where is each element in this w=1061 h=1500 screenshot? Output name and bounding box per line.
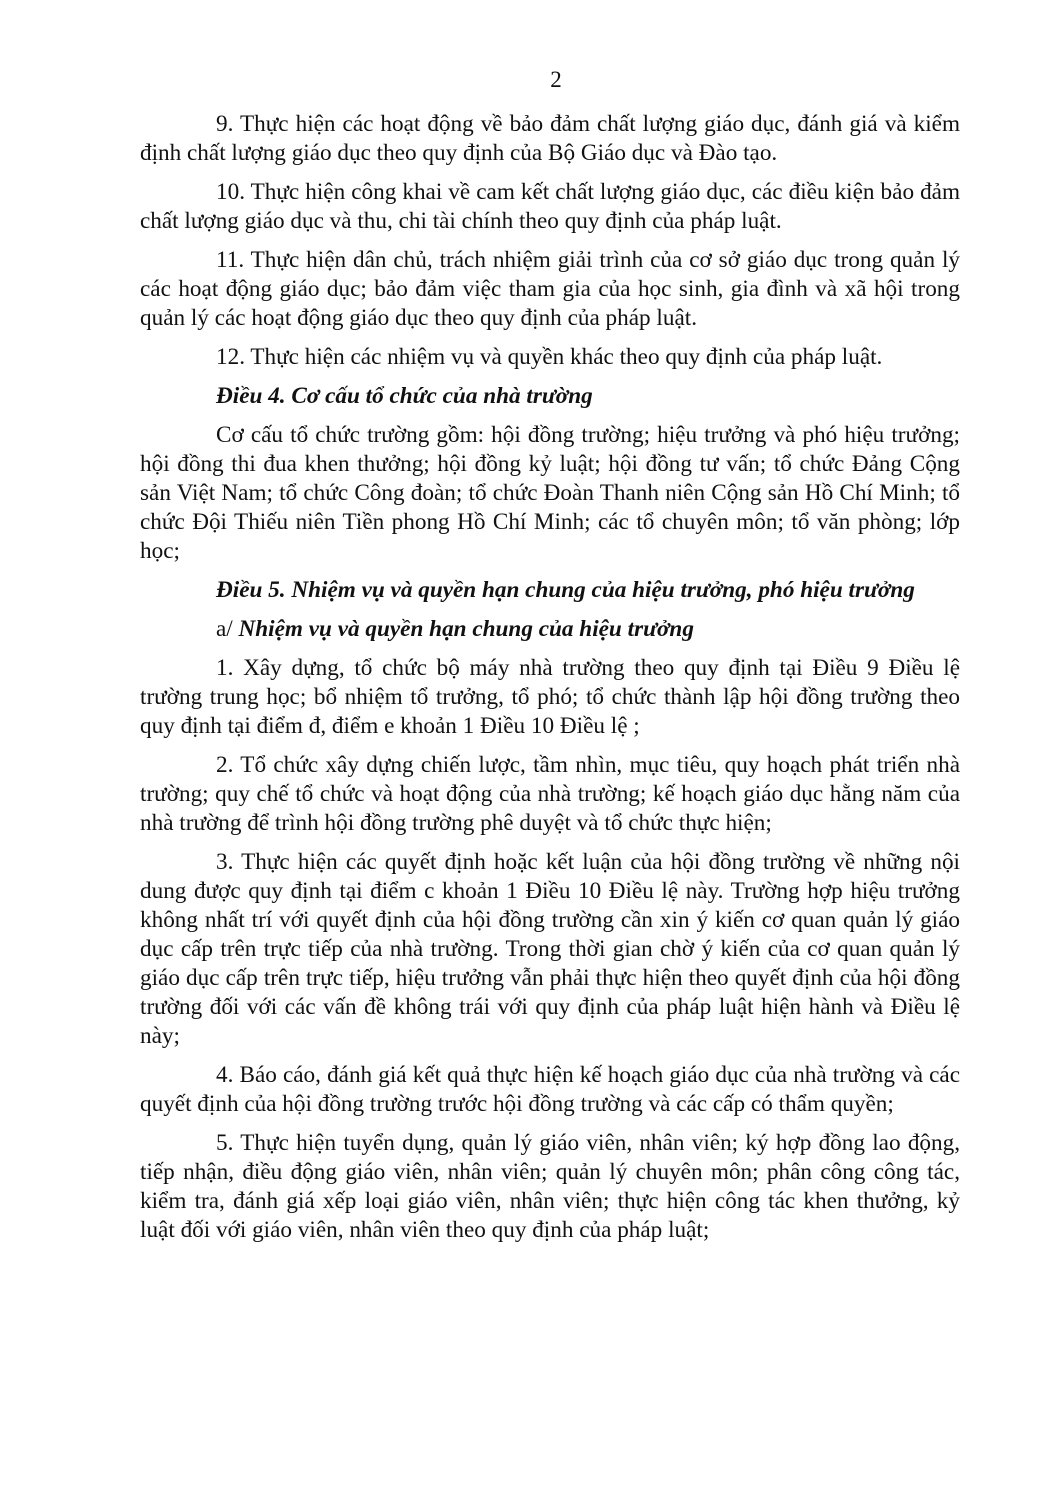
article-5-item-4: 4. Báo cáo, đánh giá kết quả thực hiện kế hoạch giáo dục của nhà trường và các quyết định của hội đồng trường trước hội đồng trường và các cấp có thẩm quyền; <box>140 1062 960 1117</box>
article-4-heading: Điều 4. Cơ cấu tổ chức của nhà trường <box>216 383 593 409</box>
paragraph-item-9: 9. Thực hiện các hoạt động về bảo đảm chất lượng giáo dục, đánh giá và kiểm định chất lượng giáo dục theo quy định của Bộ Giáo dục và Đào tạo. <box>140 111 960 166</box>
article-5-heading: Điều 5. Nhiệm vụ và quyền hạn chung của hiệu trưởng, phó hiệu trưởng <box>216 577 915 603</box>
article-5-item-3: 3. Thực hiện các quyết định hoặc kết luận của hội đồng trường về những nội dung được quy định tại điểm c khoản 1 Điều 10 Điều lệ này. Trường hợp hiệu trưởng không nhất trí với quyết định của hội đồng trường cần xin ý kiến cơ quan quản lý giáo dục cấp trên trực tiếp của nhà trường. Trong thời gian chờ ý kiến của cơ quan quản lý giáo dục cấp trên trực tiếp, hiệu trưởng vẫn phải thực hiện theo quyết định của hội đồng trường đối với các vấn đề không trái với quy định của pháp luật hiện hành và Điều lệ này; <box>140 849 960 1049</box>
subheading-text: Nhiệm vụ và quyền hạn chung của hiệu trưởng <box>238 616 694 642</box>
subheading-prefix: a/ <box>216 616 239 642</box>
paragraph-item-12: 12. Thực hiện các nhiệm vụ và quyền khác theo quy định của pháp luật. <box>216 344 883 370</box>
document-body <box>140 110 960 1255</box>
article-5-subheading <box>140 615 960 644</box>
paragraph-item-10: 10. Thực hiện công khai về cam kết chất lượng giáo dục, các điều kiện bảo đảm chất lượng giáo dục và thu, chi tài chính theo quy định của pháp luật. <box>140 179 960 234</box>
article-5-item-2: 2. Tổ chức xây dựng chiến lược, tầm nhìn, mục tiêu, quy hoạch phát triển nhà trường; quy chế tổ chức và hoạt động của nhà trường; kế hoạch giáo dục hằng năm của nhà trường để trình hội đồng trường phê duyệt và tổ chức thực hiện; <box>140 752 960 836</box>
article-5-item-1: 1. Xây dựng, tổ chức bộ máy nhà trường theo quy định tại Điều 9 Điều lệ trường trung học; bổ nhiệm tổ trưởng, tổ phó; tổ chức thành lập hội đồng trường theo quy định tại điểm đ, điểm e khoản 1 Điều 10 Điều lệ ; <box>140 655 960 739</box>
paragraph-item-11: 11. Thực hiện dân chủ, trách nhiệm giải trình của cơ sở giáo dục trong quản lý các hoạt động giáo dục; bảo đảm việc tham gia của học sinh, gia đình và xã hội trong quản lý các hoạt động giáo dục theo quy định của pháp luật. <box>140 247 960 331</box>
article-4-body: Cơ cấu tổ chức trường gồm: hội đồng trường; hiệu trưởng và phó hiệu trưởng; hội đồng thi đua khen thưởng; hội đồng kỷ luật; hội đồng tư vấn; tổ chức Đảng Cộng sản Việt Nam; tổ chức Công đoàn; tổ chức Đoàn Thanh niên Cộng sản Hồ Chí Minh; tổ chức Đội Thiếu niên Tiền phong Hồ Chí Minh; các tổ chuyên môn; tổ văn phòng; lớp học; <box>140 422 960 564</box>
page-number: 2 <box>550 67 562 92</box>
article-5-item-5: 5. Thực hiện tuyển dụng, quản lý giáo viên, nhân viên; ký hợp đồng lao động, tiếp nhận, điều động giáo viên, nhân viên; quản lý chuyên môn; phân công công tác, kiểm tra, đánh giá xếp loại giáo viên, nhân viên; thực hiện công tác khen thưởng, kỷ luật đối với giáo viên, nhân viên theo quy định của pháp luật; <box>140 1130 960 1243</box>
